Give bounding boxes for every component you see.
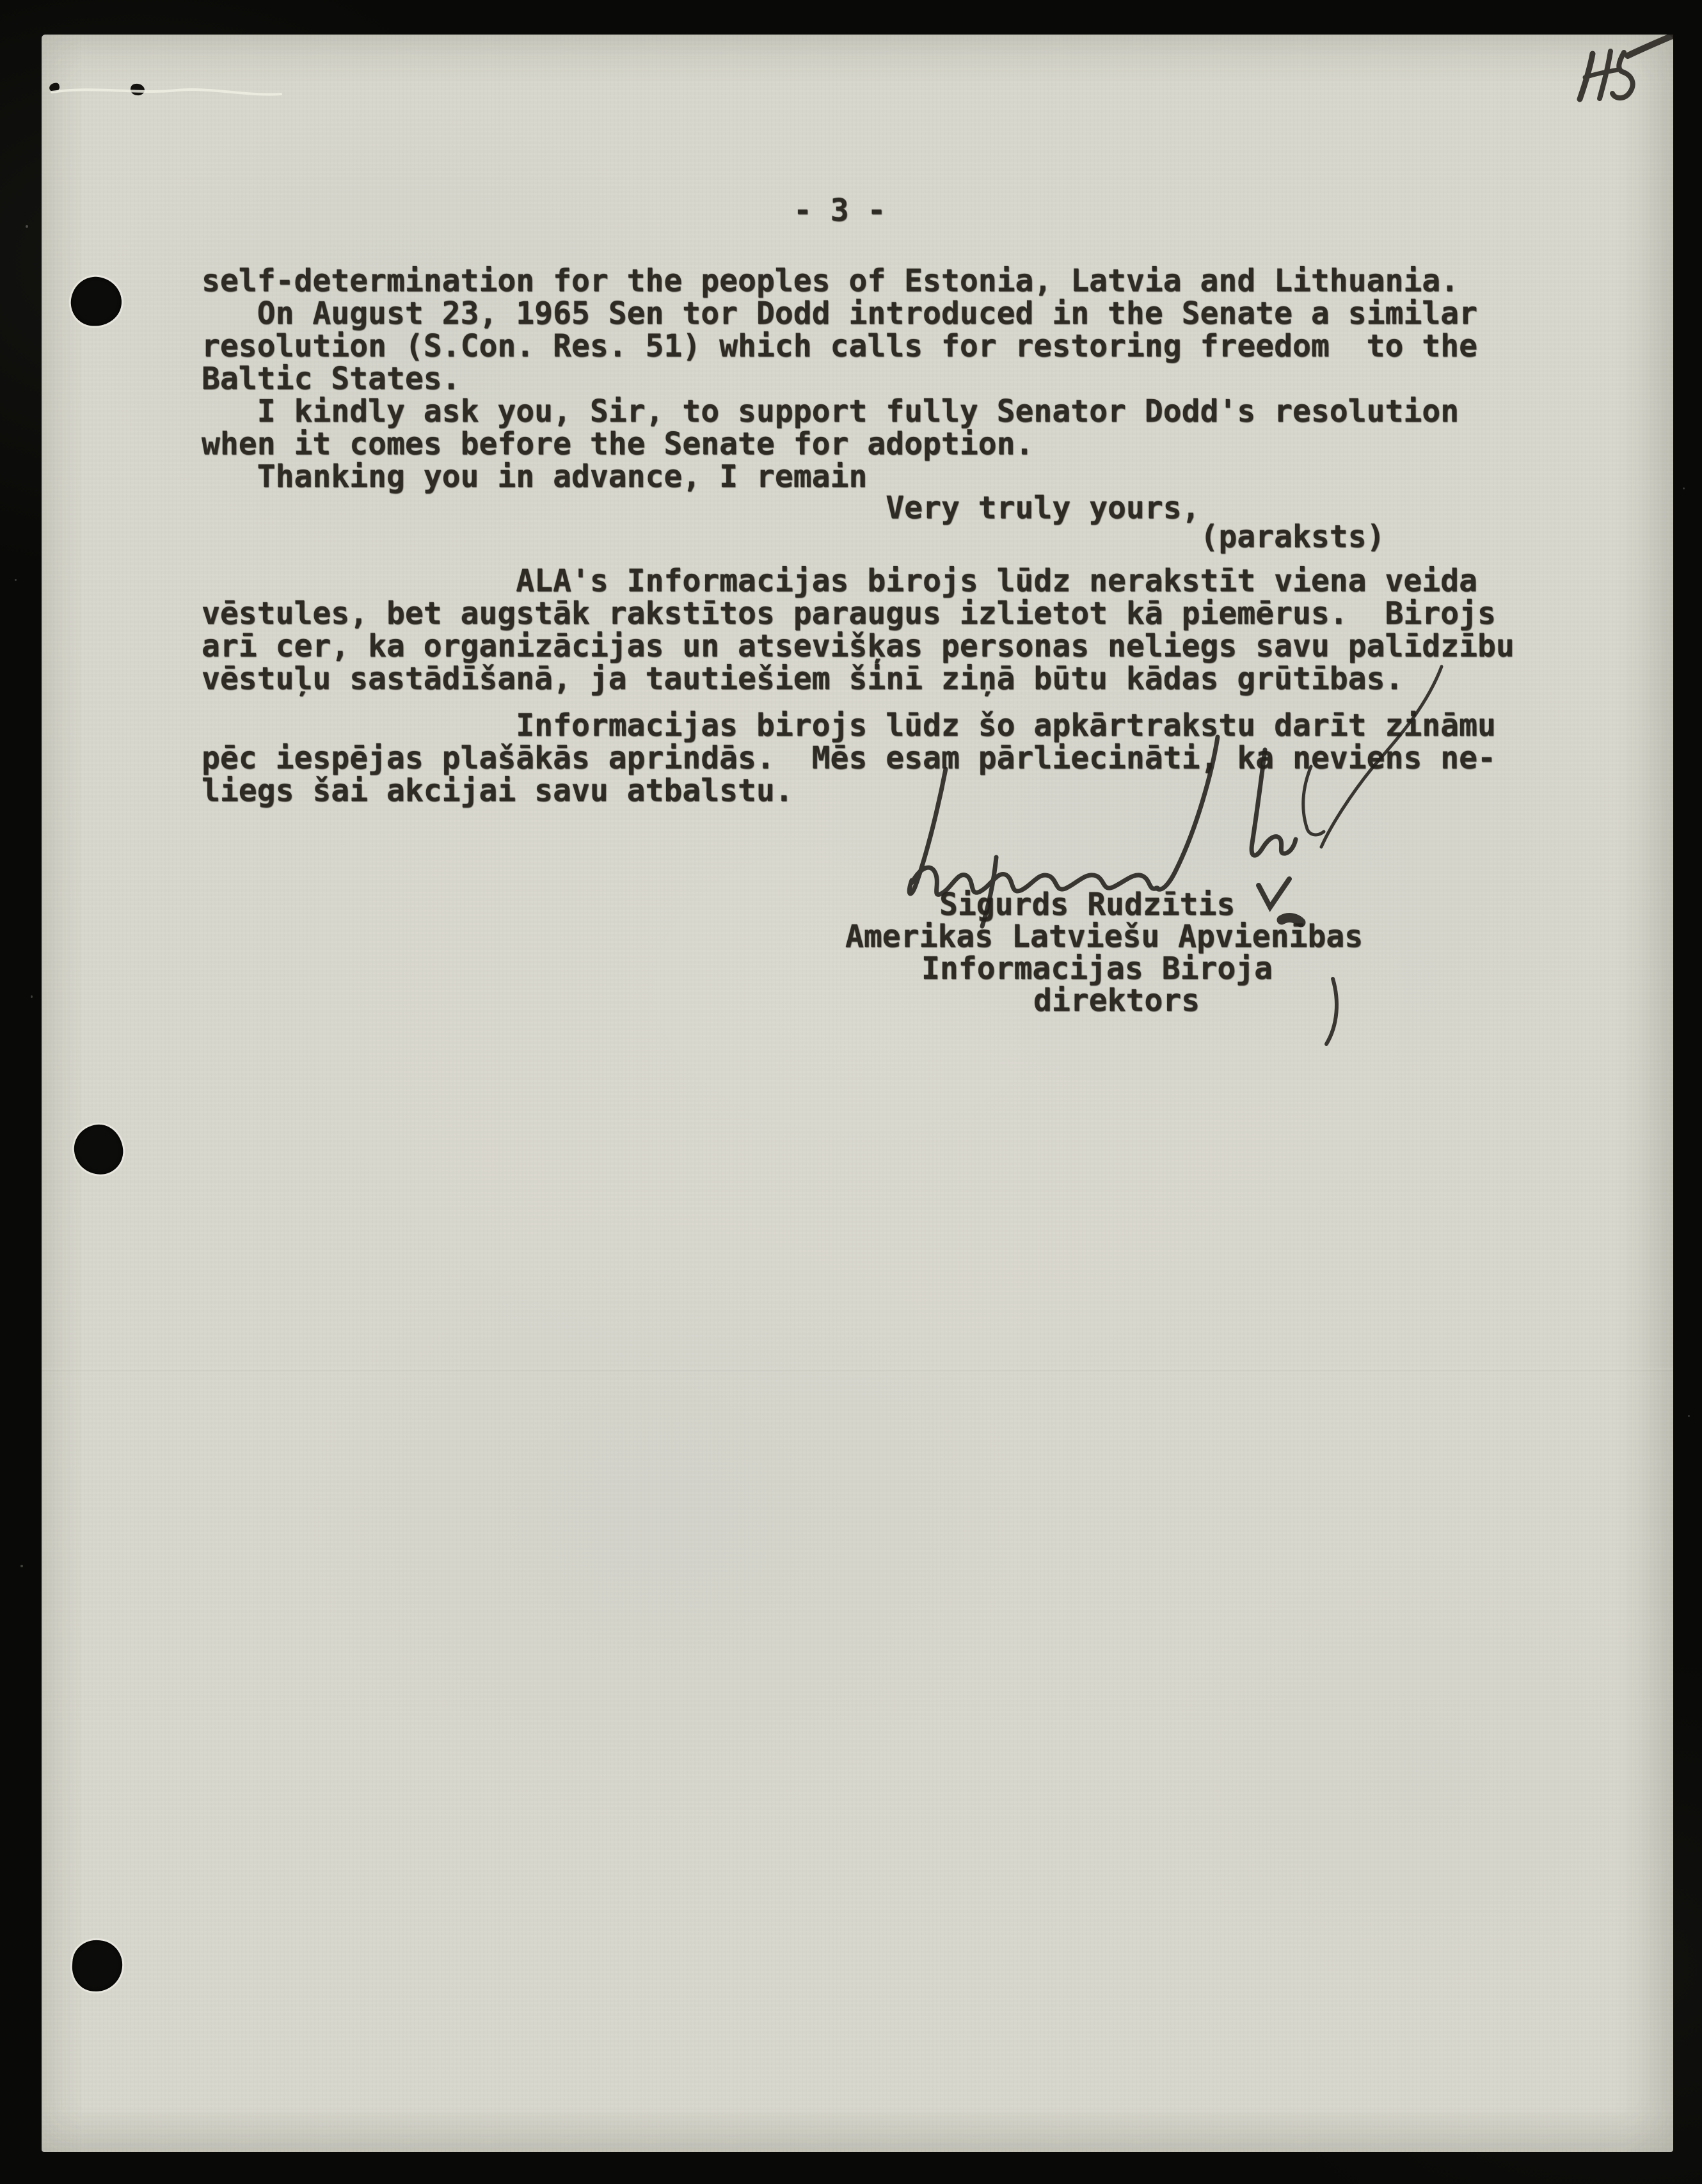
hole-punch-middle	[72, 1122, 125, 1177]
typed-line: pēc iespējas plašākās aprindās. Mēs esam pārliecināti, ka neviens ne-	[202, 740, 1496, 776]
typed-line-closing: Very truly yours,	[202, 490, 1200, 526]
typed-line: Baltic States.	[202, 361, 461, 397]
typed-line: Informacijas birojs lūdz šo apkārtrakstu darīt zināmu	[202, 708, 1496, 743]
signature-department: Informacijas Biroja	[921, 951, 1273, 986]
dust-speck	[20, 1565, 23, 1567]
dust-speck	[1683, 487, 1685, 489]
dust-speck	[15, 579, 17, 581]
paper-speck	[49, 82, 60, 92]
typed-line: vēstuļu sastādīšanā, ja tautiešiem šinī ziņā būtu kādas grūtības.	[202, 661, 1404, 697]
dust-speck	[31, 995, 33, 998]
typed-line-paraksts: (paraksts)	[202, 519, 1385, 555]
typed-line: On August 23, 1965 Sen tor Dodd introduced in the Senate a similar	[202, 296, 1477, 331]
dust-speck	[26, 225, 28, 228]
page-header-number: - 3 -	[793, 193, 886, 228]
signature-title: direktors	[1033, 983, 1200, 1018]
typed-line: resolution (S.Con. Res. 51) which calls for restoring freedom to the	[202, 328, 1477, 364]
typed-line: Thanking you in advance, I remain	[202, 459, 868, 495]
dust-speck	[1688, 1415, 1690, 1417]
signature-organization: Amerikas Latviešu Apvienības	[845, 919, 1364, 954]
typed-line: I kindly ask you, Sir, to support fully Senator Dodd's resolution	[202, 393, 1459, 429]
hole-punch-bottom	[70, 1938, 123, 1993]
paper-speck	[130, 83, 145, 96]
typed-line: when it comes before the Senate for adoption.	[202, 426, 1034, 462]
paper-crease	[42, 1368, 1673, 1370]
typed-line: arī cer, ka organizācijas un atsevišķas personas neliegs savu palīdzību	[202, 628, 1515, 664]
typed-line: vēstules, bet augstāk rakstītos paraugus izlietot kā piemērus. Birojs	[202, 596, 1496, 631]
signature-typed-name: Sigurds Rudzītis	[939, 887, 1236, 922]
typed-line: ALA's Informacijas birojs lūdz nerakstīt viena veida	[202, 563, 1477, 599]
paper-scratch-mark	[52, 90, 281, 95]
typed-line: self-determination for the peoples of Estonia, Latvia and Lithuania.	[202, 263, 1459, 299]
hole-punch-top	[68, 274, 125, 329]
handwritten-page-number	[1580, 35, 1673, 99]
typed-line: liegs šai akcijai savu atbalstu.	[202, 773, 793, 809]
document-page	[42, 35, 1673, 2152]
